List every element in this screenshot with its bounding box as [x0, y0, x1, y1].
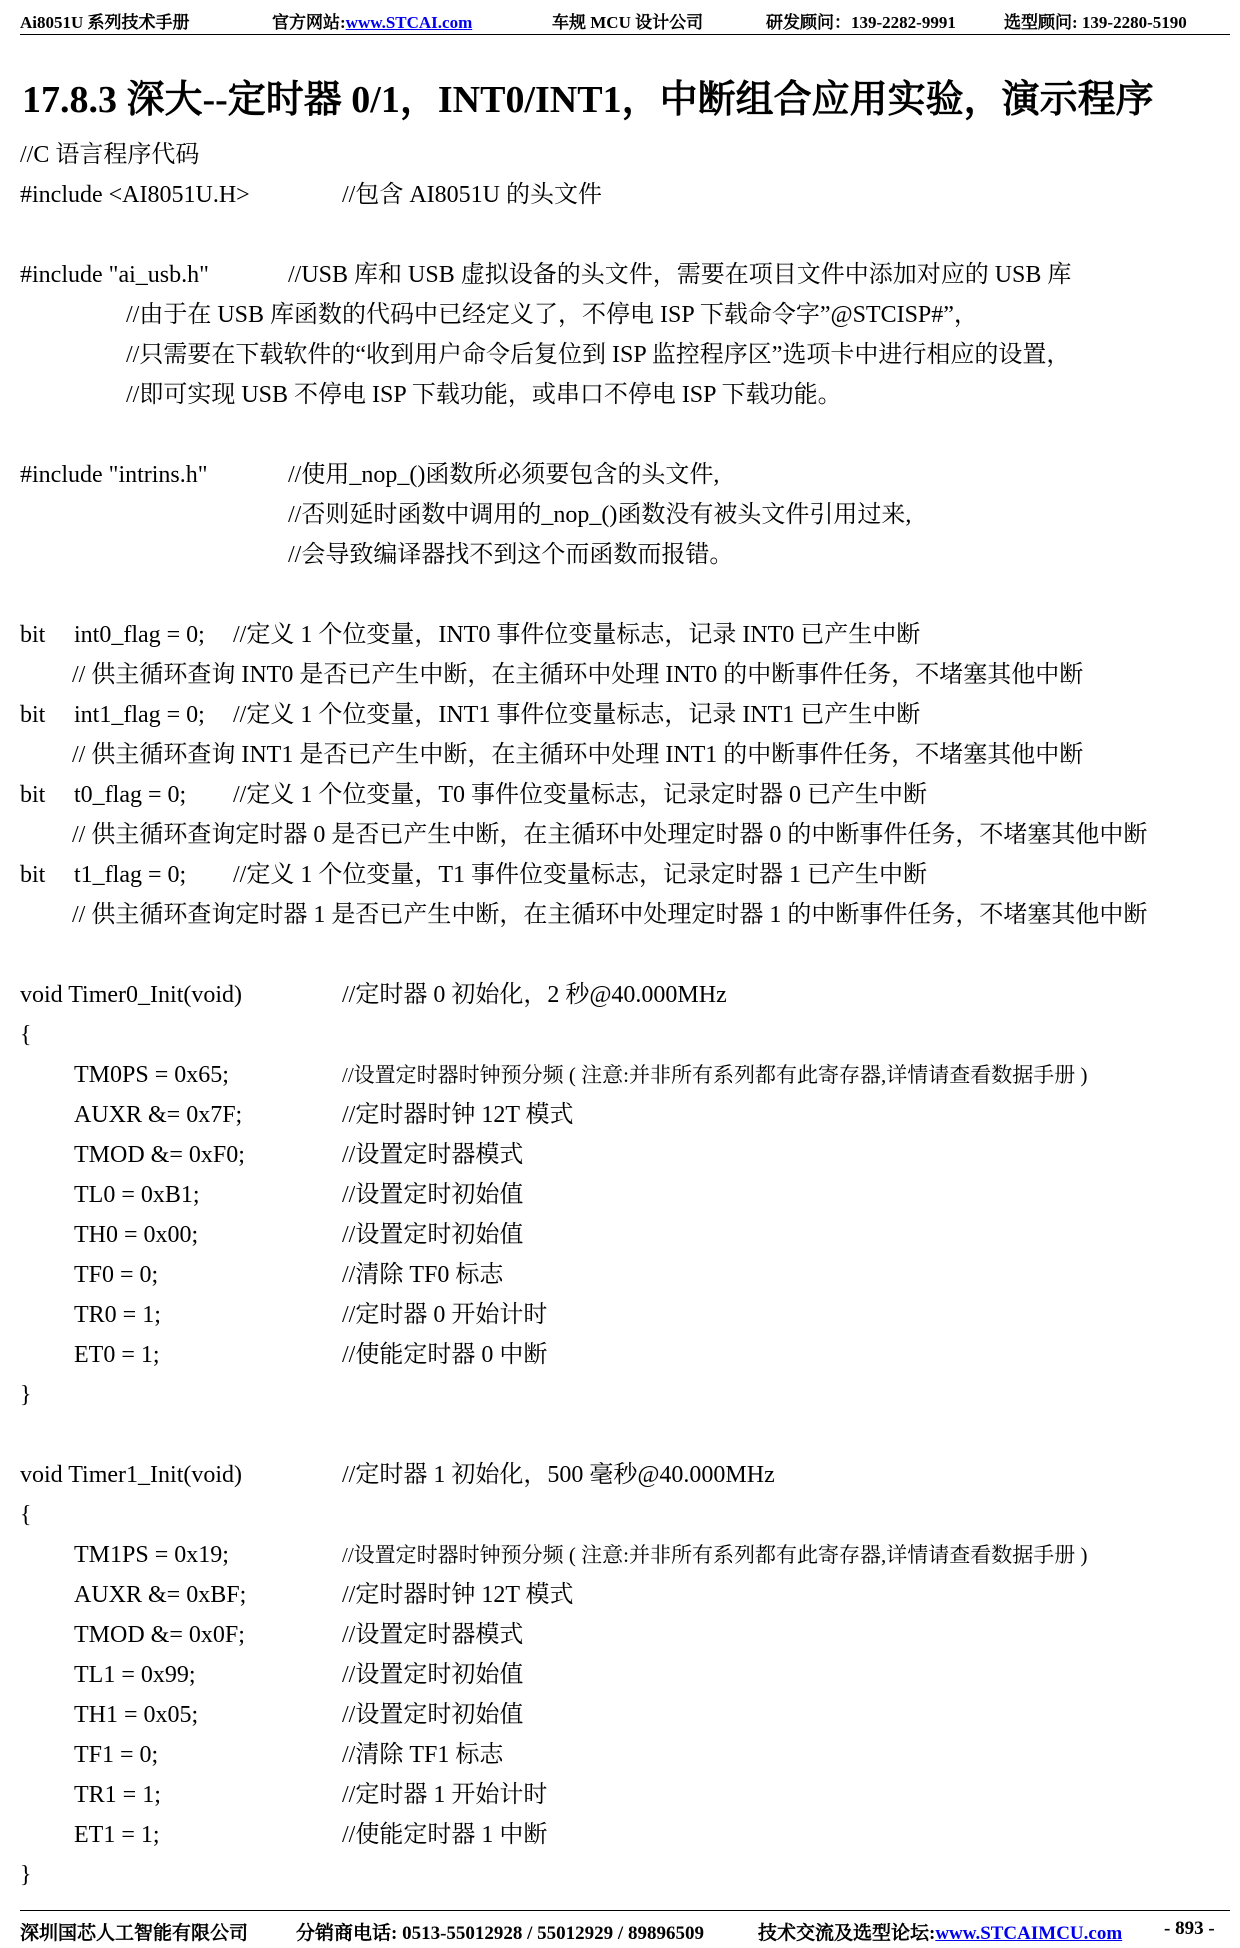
code-bit-keyword: bit: [20, 862, 46, 888]
code-bit-comment: //定义 1 个位变量，INT0 事件位变量标志，记录 INT0 已产生中断: [233, 622, 921, 648]
header-selection-advisor: 选型顾问: 139-2280-5190: [1004, 13, 1187, 32]
code-bit-keyword: bit: [20, 622, 46, 648]
code-comment-line: //由于在 USB 库函数的代码中已经定义了，不停电 ISP 下载命令字”@STCISP#”，: [126, 302, 978, 328]
code-statement-comment: //使能定时器 0 中断: [342, 1342, 548, 1368]
code-include-ai8051u-comment: //包含 AI8051U 的头文件: [342, 182, 602, 208]
code-statement-comment: //设置定时器模式: [342, 1142, 524, 1168]
code-bit-note: // 供主循环查询 INT1 是否已产生中断，在主循环中处理 INT1 的中断事件任务，不堵塞其他中断: [72, 742, 1084, 768]
section-title: 17.8.3 深大--定时器 0/1，INT0/INT1，中断组合应用实验，演示程序: [22, 79, 1154, 121]
code-lang-comment: //C 语言程序代码: [20, 142, 200, 168]
code-include-ai8051u: #include <AI8051U.H>: [20, 182, 250, 208]
code-comment-line: //会导致编译器找不到这个而函数而报错。: [288, 542, 734, 568]
code-statement: TH1 = 0x05;: [74, 1702, 199, 1728]
code-bit-note: // 供主循环查询定时器 1 是否已产生中断，在主循环中处理定时器 1 的中断事件任务，不堵塞其他中断: [72, 902, 1148, 928]
code-statement-comment: //定时器时钟 12T 模式: [342, 1102, 574, 1128]
footer-company: 深圳国芯人工智能有限公司: [20, 1923, 249, 1944]
code-statement: TM1PS = 0x19;: [74, 1542, 229, 1568]
code-statement: TF0 = 0;: [74, 1262, 159, 1288]
code-bit-note: // 供主循环查询定时器 0 是否已产生中断，在主循环中处理定时器 0 的中断事件任务，不堵塞其他中断: [72, 822, 1148, 848]
code-bit-keyword: bit: [20, 782, 46, 808]
code-bit-note: // 供主循环查询 INT0 是否已产生中断，在主循环中处理 INT0 的中断事件任务，不堵塞其他中断: [72, 662, 1084, 688]
code-statement-comment: //设置定时初始值: [342, 1182, 524, 1208]
header-website-link[interactable]: www.STCAI.com: [345, 13, 473, 32]
header-website: [272, 8, 472, 33]
code-statement: TL0 = 0xB1;: [74, 1182, 200, 1208]
code-statement-comment: //定时器 1 开始计时: [342, 1782, 548, 1808]
code-timer0-comment: //定时器 0 初始化，2 秒@40.000MHz: [342, 982, 727, 1008]
footer-page-number: - 893 -: [1164, 1918, 1215, 1939]
code-statement: ET1 = 1;: [74, 1822, 160, 1848]
code-statement: TF1 = 0;: [74, 1742, 159, 1768]
code-include-intrins-comment: //使用_nop_()函数所必须要包含的头文件,: [288, 462, 720, 488]
code-statement: TR0 = 1;: [74, 1302, 161, 1328]
code-statement-comment: //设置定时初始值: [342, 1702, 524, 1728]
header-website-label: 官方网站:: [272, 13, 346, 32]
code-open-brace: {: [20, 1502, 32, 1528]
code-include-intrins: #include "intrins.h": [20, 462, 208, 488]
code-close-brace: }: [20, 1382, 32, 1408]
footer-forum-link[interactable]: www.STCAIMCU.com: [935, 1923, 1123, 1944]
code-statement-comment: //清除 TF1 标志: [342, 1742, 504, 1768]
code-statement-comment: //清除 TF0 标志: [342, 1262, 504, 1288]
header-rule: [20, 34, 1230, 35]
header-manual-title: Ai8051U 系列技术手册: [20, 13, 190, 32]
code-comment-line: //否则延时函数中调用的_nop_()函数没有被头文件引用过来,: [288, 502, 912, 528]
code-bit-declaration: int0_flag = 0;: [74, 622, 205, 648]
code-bit-comment: //定义 1 个位变量，INT1 事件位变量标志，记录 INT1 已产生中断: [233, 702, 921, 728]
code-bit-comment: //定义 1 个位变量，T1 事件位变量标志，记录定时器 1 已产生中断: [233, 862, 927, 888]
code-statement-comment: //设置定时初始值: [342, 1222, 524, 1248]
code-open-brace: {: [20, 1022, 32, 1048]
code-statement: TH0 = 0x00;: [74, 1222, 199, 1248]
footer-rule: [20, 1910, 1230, 1911]
code-statement: AUXR &= 0x7F;: [74, 1102, 243, 1128]
code-statement-comment: //定时器时钟 12T 模式: [342, 1582, 574, 1608]
code-timer1-signature: void Timer1_Init(void): [20, 1462, 243, 1488]
code-timer0-signature: void Timer0_Init(void): [20, 982, 243, 1008]
code-bit-keyword: bit: [20, 702, 46, 728]
code-statement-comment: //设置定时器时钟预分频 ( 注意:并非所有系列都有此寄存器,详情请查看数据手册 ): [342, 1063, 1088, 1087]
code-bit-declaration: t1_flag = 0;: [74, 862, 187, 888]
code-bit-declaration: int1_flag = 0;: [74, 702, 205, 728]
footer-forum-label: 技术交流及选型论坛:: [758, 1923, 936, 1944]
header-company: 车规 MCU 设计公司: [552, 13, 704, 32]
code-statement-comment: //使能定时器 1 中断: [342, 1822, 548, 1848]
code-statement-comment: //设置定时初始值: [342, 1662, 524, 1688]
footer-forum: [758, 1918, 1122, 1945]
code-bit-comment: //定义 1 个位变量，T0 事件位变量标志，记录定时器 0 已产生中断: [233, 782, 927, 808]
code-comment-line: //即可实现 USB 不停电 ISP 下载功能，或串口不停电 ISP 下载功能。: [126, 382, 842, 408]
code-statement-comment: //定时器 0 开始计时: [342, 1302, 548, 1328]
code-statement: ET0 = 1;: [74, 1342, 160, 1368]
code-statement-comment: //设置定时器时钟预分频 ( 注意:并非所有系列都有此寄存器,详情请查看数据手册 ): [342, 1543, 1088, 1567]
code-statement: TR1 = 1;: [74, 1782, 161, 1808]
code-comment-line: //只需要在下载软件的“收到用户命令后复位到 ISP 监控程序区”选项卡中进行相应的设置，: [126, 342, 1071, 368]
code-statement: TL1 = 0x99;: [74, 1662, 196, 1688]
footer-distributor-phone: 分销商电话: 0513-55012928 / 55012929 / 89896509: [296, 1923, 704, 1944]
code-statement: AUXR &= 0xBF;: [74, 1582, 247, 1608]
code-statement: TMOD &= 0x0F;: [74, 1622, 245, 1648]
code-include-ai-usb-comment: //USB 库和 USB 虚拟设备的头文件，需要在项目文件中添加对应的 USB 库: [288, 262, 1072, 288]
code-close-brace: }: [20, 1862, 32, 1888]
code-statement: TMOD &= 0xF0;: [74, 1142, 245, 1168]
header-rd-advisor: 研发顾问：139-2282-9991: [766, 13, 956, 32]
code-bit-declaration: t0_flag = 0;: [74, 782, 187, 808]
code-statement: TM0PS = 0x65;: [74, 1062, 229, 1088]
code-statement-comment: //设置定时器模式: [342, 1622, 524, 1648]
code-timer1-comment: //定时器 1 初始化，500 毫秒@40.000MHz: [342, 1462, 775, 1488]
code-include-ai-usb: #include "ai_usb.h": [20, 262, 209, 288]
